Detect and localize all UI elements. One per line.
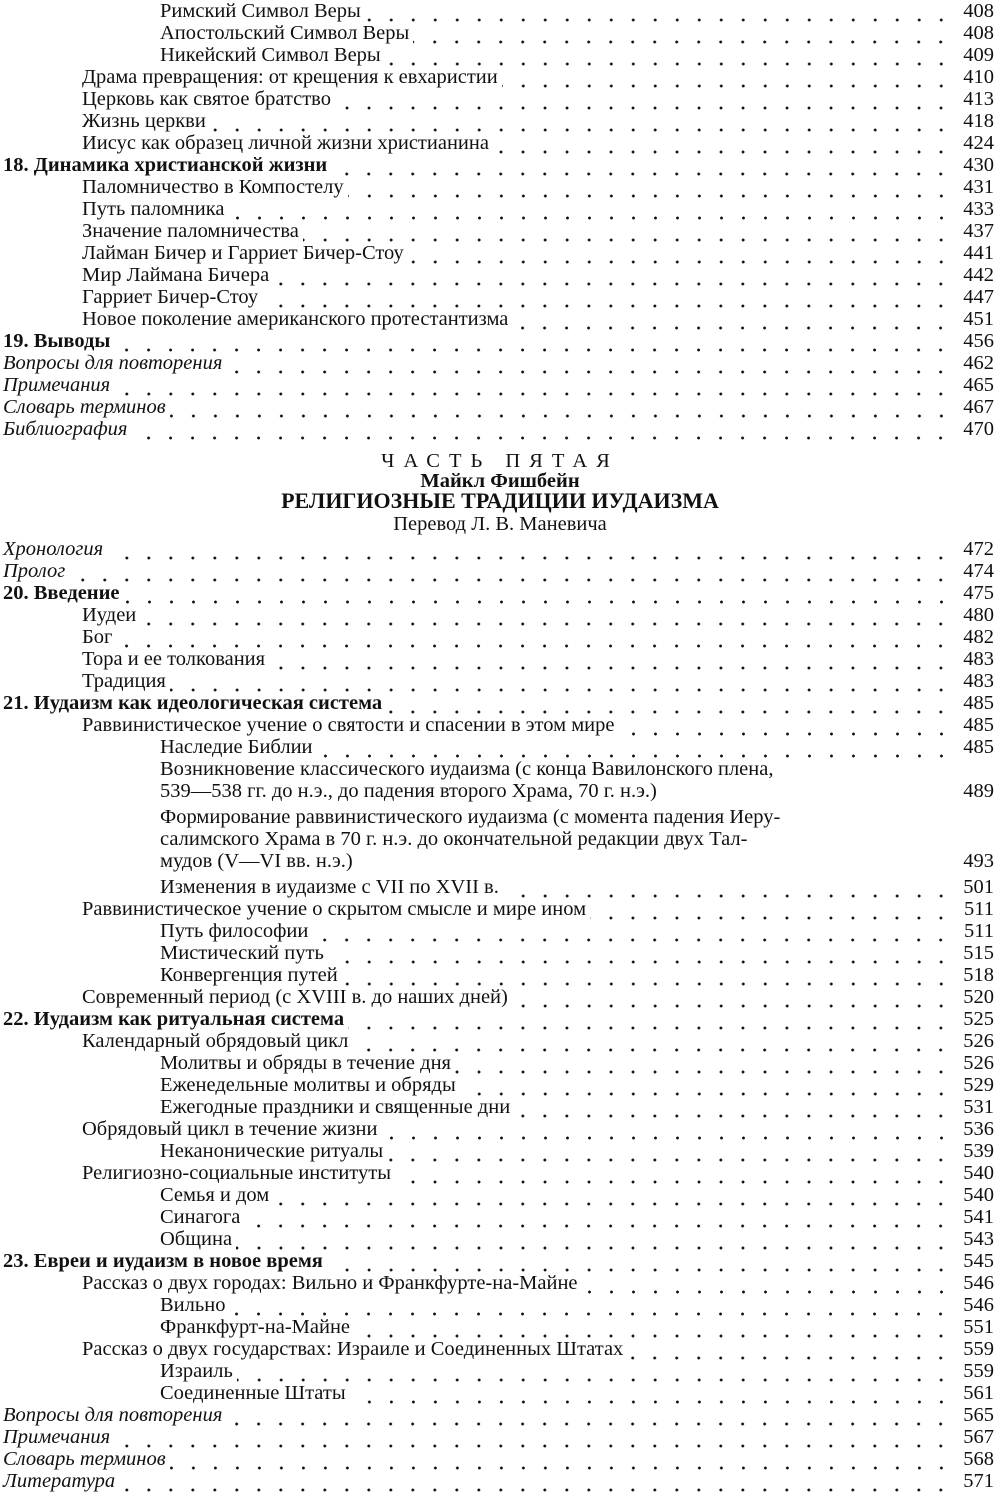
dot-leader: [512, 308, 952, 330]
entry-title: Иисус как образец личной жизни христианина: [82, 132, 489, 154]
dot-leader: [170, 670, 952, 692]
toc-entry: [0, 876, 994, 898]
entry-page-number: 413: [963, 88, 994, 110]
dot-leader: [514, 1096, 952, 1118]
toc-entry: [0, 942, 994, 964]
dot-leader: [140, 604, 952, 626]
entry-page-number: 571: [963, 1470, 994, 1492]
toc-entry-multiline: [160, 806, 994, 872]
entry-page-number: 474: [963, 560, 994, 582]
toc-entry: [0, 920, 994, 942]
entry-page-number: 408: [963, 22, 994, 44]
dot-leader: [627, 1338, 952, 1360]
dot-leader: [273, 1184, 952, 1206]
entry-title: Паломничество в Компостелу: [82, 176, 344, 198]
entry-title: 18. Динамика христианской жизни: [3, 154, 328, 176]
entry-page-number: 515: [963, 942, 994, 964]
toc-entry: [0, 1272, 994, 1294]
entry-title: Литература: [3, 1470, 116, 1492]
dot-leader: [210, 110, 952, 132]
toc-entry: [0, 1470, 994, 1492]
entry-title: Ежегодные праздники и священные дни: [160, 1096, 511, 1118]
entry-title: Вопросы для повторения: [3, 1404, 223, 1426]
toc-entry: [0, 1096, 994, 1118]
dot-leader: [455, 1052, 952, 1074]
entry-page-number: 470: [963, 418, 994, 440]
entry-page-number: 568: [963, 1448, 994, 1470]
toc-entry: [0, 1008, 994, 1030]
entry-page-number: 465: [963, 374, 994, 396]
dot-leader: [386, 692, 952, 714]
entry-title: Раввинистическое учение о скрытом смысле и мире ином: [82, 898, 587, 920]
entry-page-number: 541: [963, 1206, 994, 1228]
entry-title: Путь философии: [160, 920, 309, 942]
entry-title: Календарный обрядовый цикл: [82, 1030, 349, 1052]
entry-title: Бог: [82, 626, 113, 648]
dot-leader: [69, 560, 952, 582]
entry-title: Семья и дом: [160, 1184, 270, 1206]
toc-entry: [0, 1360, 994, 1382]
toc-entry: [0, 1118, 994, 1140]
dot-leader: [244, 1206, 952, 1228]
part-title: РЕЛИГИОЗНЫЕ ТРАДИЦИИ ИУДАИЗМА: [281, 488, 719, 513]
toc-entry: [0, 66, 994, 88]
toc-entry: [0, 418, 994, 440]
dot-leader: [335, 88, 952, 110]
toc-entry: [0, 220, 994, 242]
dot-leader: [262, 286, 952, 308]
entry-title: 22. Иудаизм как ритуальная система: [3, 1008, 345, 1030]
dot-leader: [350, 1382, 952, 1404]
toc-entry: [0, 582, 994, 604]
entry-title: Мир Лаймана Бичера: [82, 264, 270, 286]
dot-leader: [331, 154, 952, 176]
entry-title: Драма превращения: от крещения к евхаристии: [82, 66, 498, 88]
entry-title: Франкфурт-на-Майне: [160, 1316, 351, 1338]
dot-leader: [170, 396, 952, 418]
toc-entry: [0, 110, 994, 132]
entry-line: Возникновение классического иудаизма (с конца Вавилонского плена,: [160, 758, 774, 780]
dot-leader: [512, 986, 952, 1008]
entry-title: Рассказ о двух городах: Вильно и Франкфурте-на-Майне: [82, 1272, 578, 1294]
entry-title: Соединенные Штаты: [160, 1382, 346, 1404]
entry-line: салимского Храма в 70 г. н.э. до окончательной редакции двух Тал-: [160, 828, 748, 850]
entry-title: Лайман Бичер и Гарриет Бичер-Стоу: [82, 242, 404, 264]
dot-leader: [226, 1404, 952, 1426]
entry-page-number: 539: [963, 1140, 994, 1162]
dot-leader: [387, 1140, 952, 1162]
dot-leader: [460, 1074, 952, 1096]
dot-leader: [365, 0, 952, 22]
toc-entry: [0, 286, 994, 308]
toc-entry: [0, 1162, 994, 1184]
dot-leader: [348, 1008, 952, 1030]
entry-page-number: 501: [963, 876, 994, 898]
entry-title: Израиль: [160, 1360, 233, 1382]
toc-entry: [0, 1206, 994, 1228]
entry-title: Апостольский Символ Веры: [160, 22, 410, 44]
dot-leader: [619, 714, 953, 736]
part-translator: Перевод Л. В. Маневича: [393, 513, 607, 535]
toc-entry: [0, 176, 994, 198]
entry-title: Примечания: [3, 1426, 111, 1448]
entry-page-number: 456: [963, 330, 994, 352]
entry-page-number: 526: [963, 1030, 994, 1052]
toc-entry: [0, 736, 994, 758]
dot-leader: [107, 538, 952, 560]
dot-leader: [348, 176, 952, 198]
entry-title: Мистический путь: [160, 942, 324, 964]
dot-leader: [352, 1030, 952, 1052]
entry-page-number: 561: [963, 1382, 994, 1404]
entry-page-number: 551: [963, 1316, 994, 1338]
entry-title: Традиция: [82, 670, 166, 692]
entry-title: Словарь терминов: [3, 396, 166, 418]
entry-title: 23. Евреи и иудаизм в новое время: [3, 1250, 323, 1272]
entry-page-number: 430: [963, 154, 994, 176]
dot-leader: [382, 1118, 953, 1140]
entry-title: Пролог: [3, 560, 66, 582]
dot-leader: [354, 1316, 952, 1338]
toc-entry: [0, 692, 994, 714]
dot-leader: [124, 582, 952, 604]
entry-title: Иудеи: [82, 604, 137, 626]
toc-entry: [0, 986, 994, 1008]
entry-title: Библиография: [3, 418, 128, 440]
toc-entry: [0, 560, 994, 582]
entry-title: Новое поколение американского протестантизма: [82, 308, 509, 330]
dot-leader: [413, 22, 952, 44]
toc-entry: [0, 88, 994, 110]
dot-leader: [116, 626, 952, 648]
toc-entry: [0, 898, 994, 920]
dot-leader: [312, 920, 952, 942]
entry-page-number: 485: [963, 692, 994, 714]
toc-entry: [0, 1250, 994, 1272]
entry-page-number: 529: [963, 1074, 994, 1096]
entry-page-number: 442: [963, 264, 994, 286]
dot-leader: [170, 1448, 952, 1470]
toc-entry-multiline: [160, 758, 994, 802]
entry-page-number: 485: [963, 736, 994, 758]
entry-page-number: 485: [963, 714, 994, 736]
dot-leader: [395, 1162, 952, 1184]
entry-title: Конвергенция путей: [160, 964, 338, 986]
dot-leader: [327, 1250, 952, 1272]
toc-entry: [0, 538, 994, 560]
entry-page-number: 546: [963, 1294, 994, 1316]
toc-entry: [0, 242, 994, 264]
entry-page-number: 431: [963, 176, 994, 198]
entry-title: Словарь терминов: [3, 1448, 166, 1470]
entry-title: Наследие Библии: [160, 736, 313, 758]
entry-page-number: 525: [963, 1008, 994, 1030]
dot-leader: [328, 942, 952, 964]
entry-page-number: 437: [963, 220, 994, 242]
dot-leader: [237, 1360, 952, 1382]
dot-leader: [408, 242, 952, 264]
toc-entry: [0, 1448, 994, 1470]
entry-title: Жизнь церкви: [82, 110, 206, 132]
toc-entry: [0, 604, 994, 626]
entry-page-number: 493: [963, 850, 994, 872]
entry-page-number: 511: [964, 920, 994, 942]
entry-title: Примечания: [3, 374, 111, 396]
toc-entry: [0, 264, 994, 286]
dot-leader: [226, 352, 952, 374]
dot-leader: [229, 1294, 952, 1316]
entry-page-number: 424: [963, 132, 994, 154]
entry-page-number: 540: [963, 1184, 994, 1206]
entry-title: Значение паломничества: [82, 220, 299, 242]
toc-entry: [0, 1316, 994, 1338]
toc-entry: [0, 626, 994, 648]
entry-page-number: 520: [963, 986, 994, 1008]
toc-entry: [0, 198, 994, 220]
dot-leader: [385, 44, 952, 66]
part-author: Майкл Фишбейн: [420, 470, 580, 492]
entry-title: Тора и ее толкования: [82, 648, 266, 670]
entry-page-number: 489: [963, 780, 994, 802]
entry-page-number: 565: [963, 1404, 994, 1426]
entry-title: Молитвы и обряды в течение дня: [160, 1052, 451, 1074]
entry-title: Религиозно-социальные институты: [82, 1162, 391, 1184]
entry-page-number: 480: [963, 604, 994, 626]
entry-page-number: 418: [963, 110, 994, 132]
entry-title: Церковь как святое братство: [82, 88, 331, 110]
entry-line: Формирование раввинистического иудаизма (с момента падения Иеру-: [160, 806, 781, 828]
entry-page-number: 410: [963, 66, 994, 88]
dot-leader: [502, 66, 952, 88]
toc-entry: [0, 154, 994, 176]
toc-entry: [0, 44, 994, 66]
entry-page-number: 511: [964, 898, 994, 920]
toc-entry: [0, 330, 994, 352]
dot-leader: [229, 198, 953, 220]
entry-title: Вопросы для повторения: [3, 352, 223, 374]
entry-page-number: 567: [963, 1426, 994, 1448]
entry-page-number: 518: [963, 964, 994, 986]
toc-entry: [0, 1426, 994, 1448]
dot-leader: [342, 964, 952, 986]
toc-entry: [0, 1382, 994, 1404]
toc-entry: [0, 352, 994, 374]
toc-entry: [0, 1074, 994, 1096]
toc-entry: [0, 132, 994, 154]
dot-leader: [114, 1426, 952, 1448]
dot-leader: [269, 648, 952, 670]
toc-entry: [0, 714, 994, 736]
entry-title: 20. Введение: [3, 582, 120, 604]
toc-entry: [0, 1294, 994, 1316]
toc-entry: [0, 22, 994, 44]
entry-page-number: 536: [963, 1118, 994, 1140]
entry-page-number: 472: [963, 538, 994, 560]
toc-entry: [0, 964, 994, 986]
dot-leader: [236, 1228, 952, 1250]
entry-page-number: 441: [963, 242, 994, 264]
dot-leader: [493, 132, 952, 154]
entry-title: Рассказ о двух государствах: Израиле и Соединенных Штатах: [82, 1338, 624, 1360]
entry-page-number: 559: [963, 1338, 994, 1360]
entry-page-number: 451: [963, 308, 994, 330]
entry-title: Обрядовый цикл в течение жизни: [82, 1118, 378, 1140]
entry-page-number: 408: [963, 0, 994, 22]
dot-leader: [131, 418, 952, 440]
entry-title: Путь паломника: [82, 198, 225, 220]
dot-leader: [114, 374, 952, 396]
entry-page-number: 559: [963, 1360, 994, 1382]
entry-title: Община: [160, 1228, 233, 1250]
entry-page-number: 483: [963, 670, 994, 692]
toc-entry: [0, 1052, 994, 1074]
entry-title: Римский Символ Веры: [160, 0, 361, 22]
toc-entry: [0, 1184, 994, 1206]
entry-line: 539—538 гг. до н.э., до падения второго Храма, 70 г. н.э.): [160, 780, 657, 802]
toc-entry: [0, 1404, 994, 1426]
toc-entry: [0, 0, 994, 22]
entry-title: Современный период (с XVIII в. до наших дней): [82, 986, 508, 1008]
entry-title: 19. Выводы: [3, 330, 111, 352]
entry-page-number: 531: [963, 1096, 994, 1118]
toc-entry: [0, 374, 994, 396]
entry-title: Вильно: [160, 1294, 226, 1316]
toc-entry: [0, 1338, 994, 1360]
entry-title: Раввинистическое учение о святости и спасении в этом мире: [82, 714, 615, 736]
entry-page-number: 409: [963, 44, 994, 66]
dot-leader: [119, 1470, 952, 1492]
entry-title: Изменения в иудаизме с VII по XVII в.: [160, 876, 499, 898]
toc-entry: [0, 396, 994, 418]
entry-page-number: 526: [963, 1052, 994, 1074]
entry-page-number: 483: [963, 648, 994, 670]
toc-entry: [0, 1030, 994, 1052]
entry-page-number: 545: [963, 1250, 994, 1272]
part-label: ЧАСТЬ ПЯТАЯ: [381, 450, 619, 472]
toc-entry: [0, 648, 994, 670]
entry-title: Неканонические ритуалы: [160, 1140, 384, 1162]
entry-title: Никейский Символ Веры: [160, 44, 381, 66]
dot-leader: [273, 264, 952, 286]
dot-leader: [303, 220, 952, 242]
entry-title: Синагога: [160, 1206, 241, 1228]
entry-page-number: 543: [963, 1228, 994, 1250]
entry-title: 21. Иудаизм как идеологическая система: [3, 692, 383, 714]
entry-title: Еженедельные молитвы и обряды: [160, 1074, 456, 1096]
toc-entry: [0, 1140, 994, 1162]
entry-title: Гарриет Бичер-Стоу: [82, 286, 259, 308]
entry-page-number: 433: [963, 198, 994, 220]
dot-leader: [582, 1272, 952, 1294]
toc-entry: [0, 308, 994, 330]
entry-page-number: 447: [963, 286, 994, 308]
entry-title: Хронология: [3, 538, 104, 560]
dot-leader: [317, 736, 952, 758]
entry-page-number: 467: [963, 396, 994, 418]
entry-page-number: 462: [963, 352, 994, 374]
dot-leader: [503, 876, 952, 898]
dot-leader: [590, 898, 952, 920]
toc-entry: [0, 1228, 994, 1250]
entry-page-number: 482: [963, 626, 994, 648]
entry-page-number: 540: [963, 1162, 994, 1184]
entry-page-number: 546: [963, 1272, 994, 1294]
toc-entry: [0, 670, 994, 692]
entry-line: мудов (V—VI вв. н.э.): [160, 850, 353, 872]
dot-leader: [114, 330, 952, 352]
entry-page-number: 475: [963, 582, 994, 604]
